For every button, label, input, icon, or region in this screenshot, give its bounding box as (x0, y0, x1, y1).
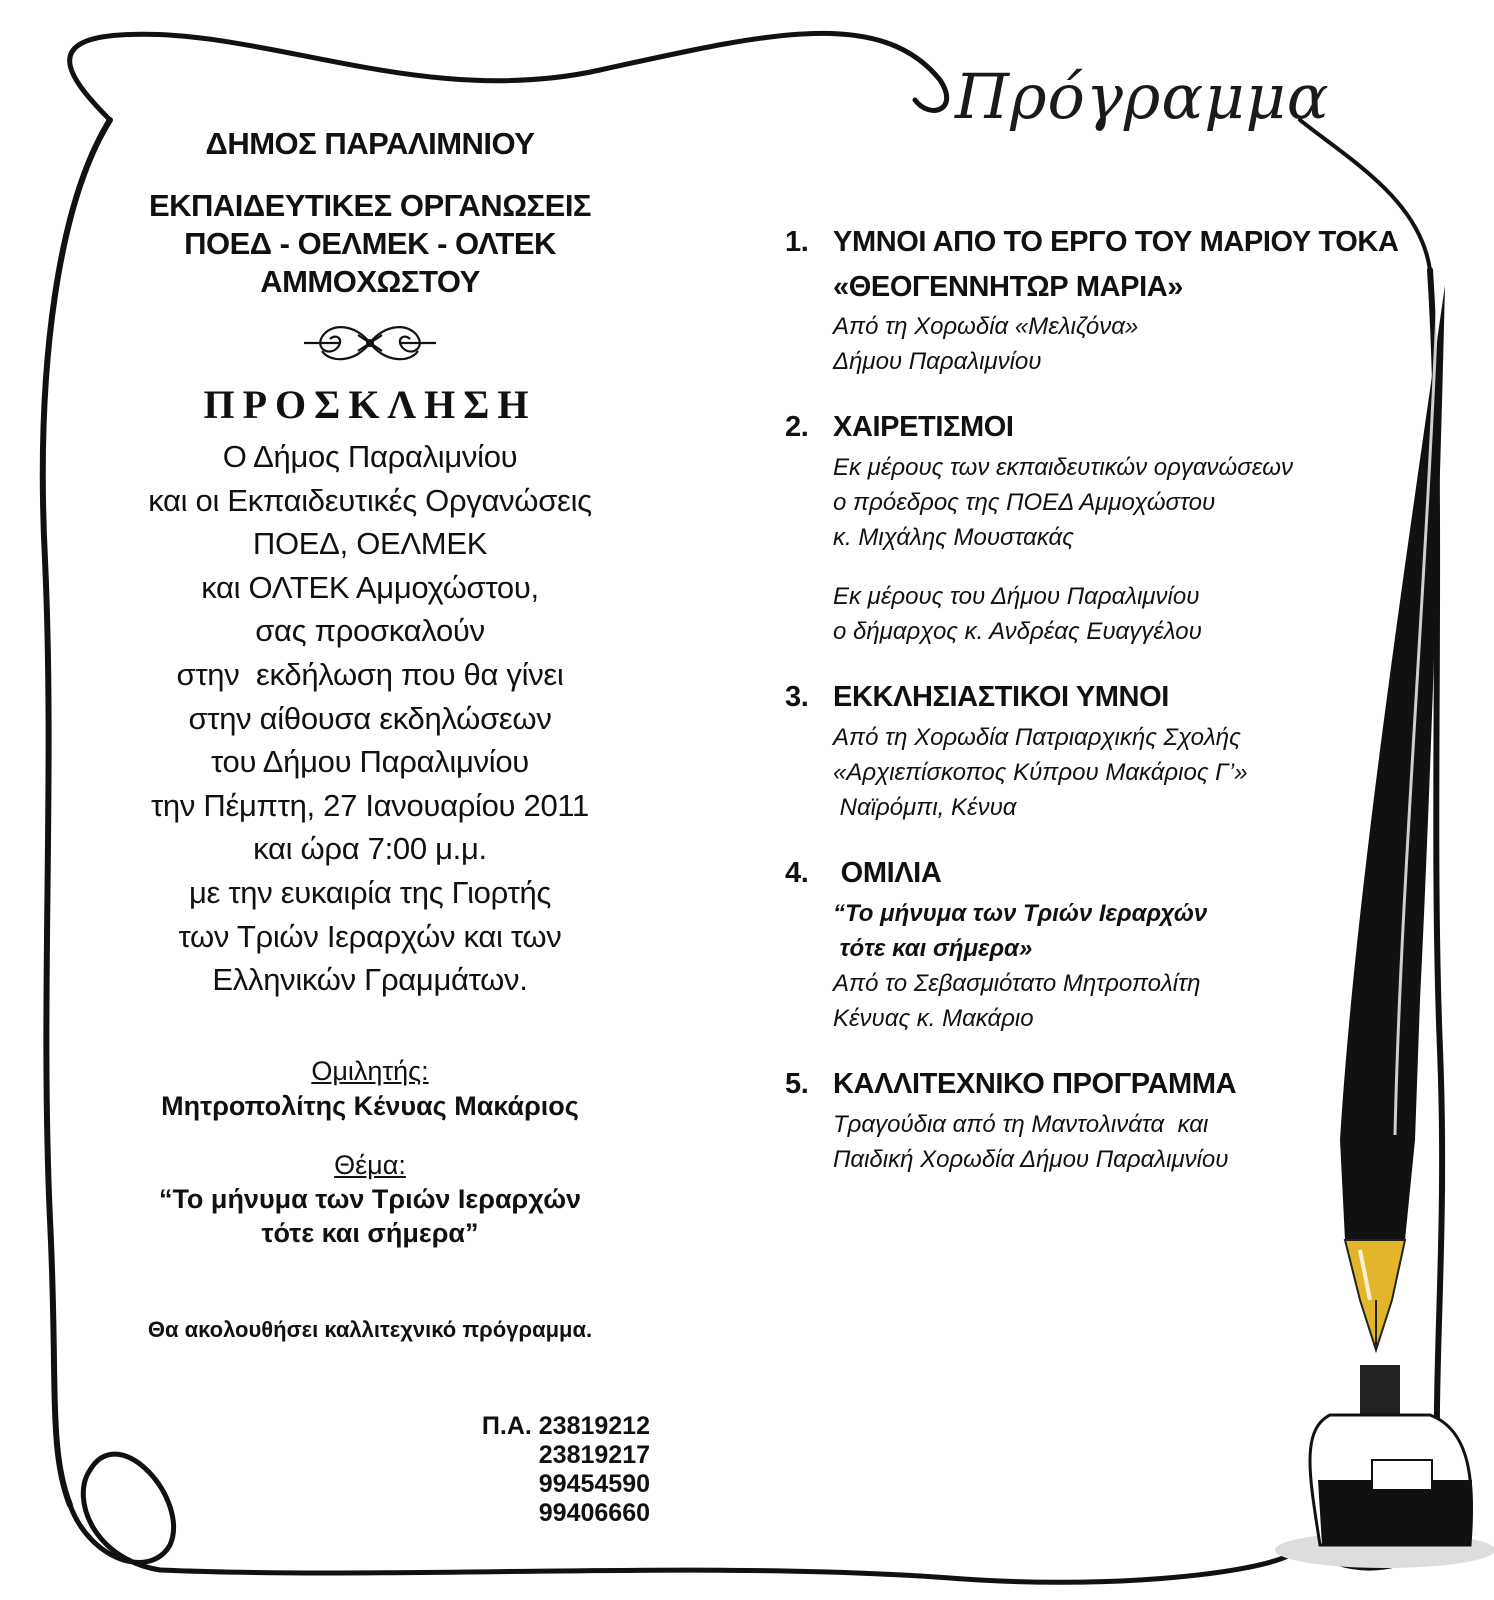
phone-number: 23819217 (538, 1441, 650, 1469)
program-item-heading (785, 220, 1465, 265)
program-item-heading (785, 405, 1465, 450)
invitation-column (90, 125, 650, 1344)
ink-bottle-illustration (1275, 1365, 1494, 1568)
item-number: 5. (785, 1068, 809, 1100)
program-item-1 (785, 220, 1465, 379)
item-detail: «Αρχιεπίσκοπος Κύπρου Μακάριος Γ’» (833, 759, 1248, 786)
item-detail: Εκ μέρους των εκπαιδευτικών οργανώσεων (833, 454, 1293, 481)
theme-label: Θέμα: (334, 1149, 406, 1180)
item-title: ΟΜΙΛΙΑ (833, 857, 942, 889)
program-list (785, 220, 1465, 1203)
follow-up-note: Θα ακολουθήσει καλλιτεχνικό πρόγραμμα. (147, 1316, 593, 1342)
item-detail: Τραγούδια από τη Μαντολινάτα και (833, 1111, 1209, 1138)
invitation-title: ΠΡΟΣΚΛΗΣΗ (203, 382, 537, 427)
theme-line: τότε και σήμερα” (261, 1217, 479, 1248)
item-detail: Ναϊρόμπι, Κένυα (833, 794, 1017, 821)
contact-phones (430, 1412, 650, 1528)
item-detail: Κένυας κ. Μακάριο (833, 1005, 1034, 1032)
program-item-heading (785, 1062, 1465, 1107)
item-quote: “Το μήνυμα των Τριών Ιεραρχών (833, 900, 1208, 927)
municipality-heading: ΔΗΜΟΣ ΠΑΡΑΛΙΜΝΙΟΥ (205, 126, 535, 161)
program-title: Πρόγραμμα (955, 60, 1330, 133)
invitation-body (90, 435, 650, 1002)
body-line: Ο Δήμος Παραλιμνίου (222, 439, 518, 474)
item-title: ΕΚΚΛΗΣΙΑΣΤΙΚΟΙ ΥΜΝΟΙ (833, 681, 1169, 713)
item-title: ΥΜΝΟΙ ΑΠΟ ΤΟ ΕΡΓΟ ΤΟΥ ΜΑΡΙΟΥ ΤΟΚΑ (833, 226, 1399, 258)
organizations-heading (90, 187, 650, 301)
item-detail: Από τη Χορωδία Πατριαρχικής Σχολής (833, 724, 1241, 751)
org-line: ΑΜΜΟΧΩΣΤΟΥ (260, 264, 480, 299)
item-detail: Δήμου Παραλιμνίου (833, 348, 1042, 375)
item-detail: κ. Μιχάλης Μουστακάς (833, 524, 1074, 551)
ornament-flourish-icon (300, 315, 440, 371)
item-detail: ο πρόεδρος της ΠΟΕΔ Αμμοχώστου (833, 489, 1216, 516)
item-number: 2. (785, 411, 809, 443)
org-line: ΕΚΠΑΙΔΕΥΤΙΚΕΣ ΟΡΓΑΝΩΣΕΙΣ (148, 188, 592, 223)
phone-number: 99454590 (538, 1470, 650, 1498)
speaker-label: Ομιλητής: (311, 1055, 429, 1086)
body-line: στην αίθουσα εκδηλώσεων (188, 700, 552, 736)
body-line: με την ευκαιρία της Γιορτής (188, 874, 552, 910)
speaker-name: Μητροπολίτης Κένυας Μακάριος (161, 1090, 579, 1121)
item-subtitle: «ΘΕΟΓΕΝΝΗΤΩΡ ΜΑΡΙΑ» (833, 271, 1184, 303)
program-item-5 (785, 1062, 1465, 1177)
body-line: Ελληνικών Γραμμάτων. (212, 962, 528, 998)
body-line: και ώρα 7:00 μ.μ. (253, 831, 487, 867)
item-detail: Εκ μέρους του Δήμου Παραλιμνίου (833, 583, 1200, 610)
body-line: ΠΟΕΔ, ΟΕΛΜΕΚ (252, 526, 488, 562)
item-number: 1. (785, 226, 809, 258)
body-line: και ΟΛΤΕΚ Αμμοχώστου, (201, 569, 539, 605)
item-detail: Παιδική Χορωδία Δήμου Παραλιμνίου (833, 1146, 1229, 1173)
body-line: την Πέμπτη, 27 Ιανουαρίου 2011 (150, 787, 589, 823)
body-line: στην εκδήλωση που θα γίνει (176, 656, 564, 692)
program-item-heading (785, 851, 1465, 896)
item-number: 4. (785, 857, 809, 889)
item-detail: Από τη Χορωδία «Μελιζόνα» (833, 313, 1139, 340)
program-item-4 (785, 851, 1465, 1036)
item-number: 3. (785, 681, 809, 713)
org-line: ΠΟΕΔ - ΟΕΛΜΕΚ - ΟΛΤΕΚ (184, 226, 556, 261)
item-quote: τότε και σήμερα» (833, 935, 1033, 962)
program-item-3 (785, 675, 1465, 825)
phone-number: 99406660 (538, 1499, 650, 1527)
item-title: ΧΑΙΡΕΤΙΣΜΟΙ (833, 411, 1014, 443)
body-line: σας προσκαλούν (255, 613, 485, 649)
program-item-heading (785, 675, 1465, 720)
theme-line: “Το μήνυμα των Τριών Ιεραρχών (158, 1183, 582, 1214)
body-line: των Τριών Ιεραρχών και των (178, 918, 562, 954)
program-item-2 (785, 405, 1465, 649)
item-title: ΚΑΛΛΙΤΕΧΝΙΚΟ ΠΡΟΓΡΑΜΜΑ (833, 1068, 1237, 1100)
phone-number: Π.Α. 23819212 (481, 1412, 650, 1440)
item-detail: ο δήμαρχος κ. Ανδρέας Ευαγγέλου (833, 618, 1202, 645)
item-detail: Από το Σεβασμιότατο Μητροπολίτη (833, 970, 1201, 997)
body-line: και οι Εκπαιδευτικές Οργανώσεις (148, 482, 592, 518)
body-line: του Δήμου Παραλιμνίου (211, 744, 529, 780)
